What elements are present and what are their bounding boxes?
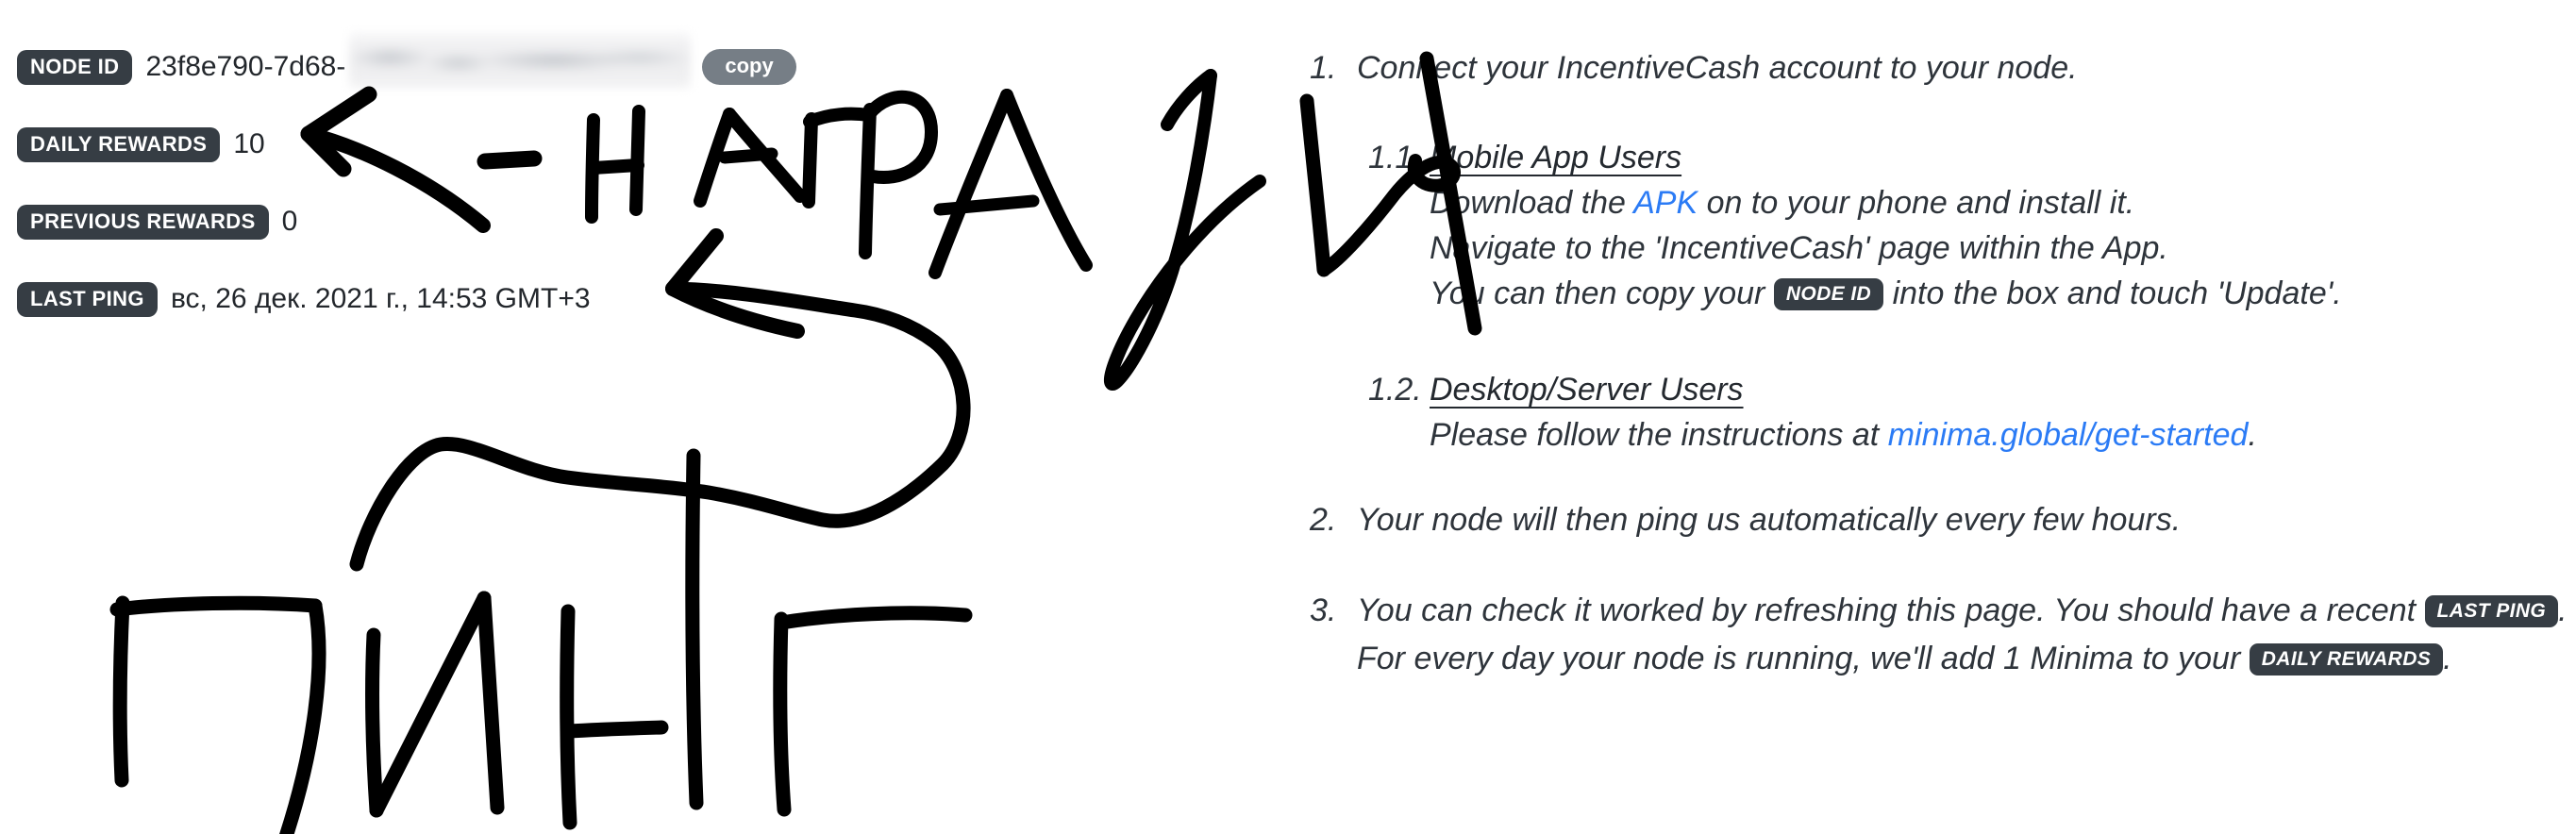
daily-rewards-value: 10 (233, 128, 265, 159)
item-1-text: Connect your IncentiveCash account to your node. (1357, 50, 2078, 86)
download-pre-text: Download the (1430, 185, 1634, 221)
get-started-link[interactable]: minima.global/get-started (1887, 417, 2249, 453)
last-ping-row (17, 279, 591, 319)
item-3-number: 3. (1310, 592, 1337, 628)
item-1-1-title: Mobile App Users (1430, 140, 1682, 175)
item-3b-post-text: . (2443, 641, 2452, 676)
daily-rewards-inline-badge: DAILY REWARDS (2250, 643, 2443, 676)
item-3b-pre-text: For every day your node is running, we'll add 1 Minima to your (1357, 641, 2250, 676)
follow-post-text: . (2248, 417, 2257, 453)
last-ping-value: вс, 26 дек. 2021 г., 14:53 GMT+3 (170, 283, 591, 314)
item-1-number: 1. (1310, 50, 1337, 86)
daily-rewards-row (17, 125, 265, 164)
arrow-to-daily-rewards (309, 94, 483, 225)
last-ping-badge: LAST PING (17, 282, 158, 317)
node-id-inline-badge: NODE ID (1774, 278, 1883, 310)
apk-link[interactable]: APK (1633, 185, 1698, 221)
item-2-text: Your node will then ping us automatically every few hours. (1357, 502, 2182, 538)
follow-pre-text: Please follow the instructions at (1430, 417, 1888, 453)
previous-rewards-badge: PREVIOUS REWARDS (17, 205, 269, 240)
node-id-row (17, 47, 796, 87)
item-1-1-number: 1.1. (1368, 140, 1422, 175)
item-3-pre-text: You can check it worked by refreshing this page. You should have a recent (1357, 592, 2425, 628)
item-2-number: 2. (1310, 502, 1337, 538)
node-id-badge: NODE ID (17, 50, 132, 85)
node-id-redacted-blur (349, 33, 691, 88)
previous-rewards-row (17, 202, 297, 242)
copyline-pre-text: You can then copy your (1430, 275, 1774, 311)
last-ping-inline-badge: LAST PING (2425, 595, 2559, 627)
handwritten-ping-word (117, 456, 965, 834)
item-1-2-title: Desktop/Server Users (1430, 372, 1744, 408)
item-3-post-text: . (2558, 592, 2568, 628)
copy-button[interactable]: copy (702, 49, 795, 85)
node-id-value: 23f8e790-7d68- (145, 51, 346, 82)
download-post-text: on to your phone and install it. (1698, 185, 2135, 221)
item-1-2-number: 1.2. (1368, 372, 1422, 408)
copyline-post-text: into the box and touch 'Update'. (1883, 275, 2342, 311)
daily-rewards-badge: DAILY REWARDS (17, 127, 220, 162)
navigate-text: Navigate to the 'IncentiveCash' page within the App. (1430, 230, 2168, 266)
previous-rewards-value: 0 (281, 206, 298, 237)
handwritten-rewards-word (485, 58, 1475, 384)
